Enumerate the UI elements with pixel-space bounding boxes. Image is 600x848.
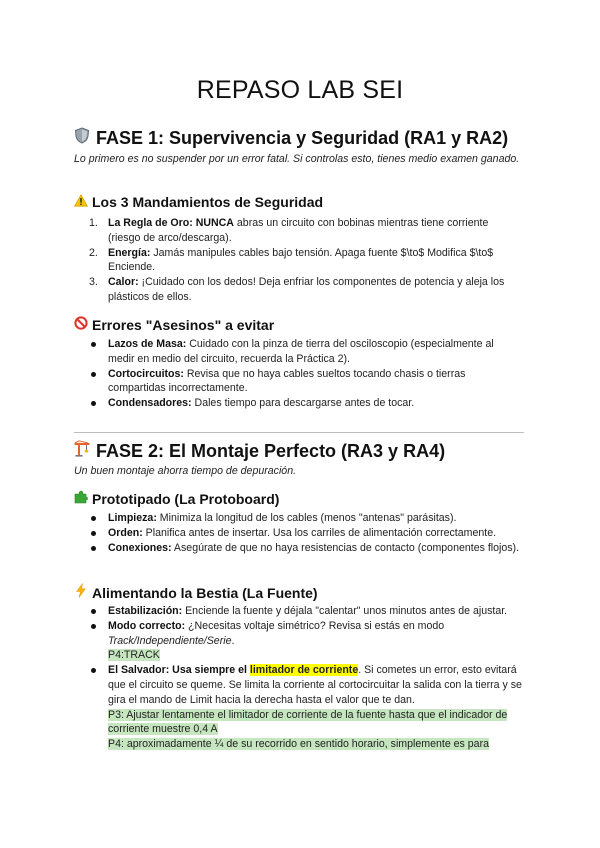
bullet xyxy=(91,531,96,536)
item-text: ¡Cuidado con los dedos! Deja enfriar los componentes de potencia y aleja los plásticos de ellos. xyxy=(108,276,505,303)
item-text: Asegúrate de que no haya resistencias de contacto (componentes flojos). xyxy=(171,541,520,554)
item-label: Modo correcto: xyxy=(108,619,186,632)
list-item xyxy=(74,275,522,305)
bullet xyxy=(91,668,96,673)
list-item xyxy=(74,526,522,541)
item-text: . Si cometes un error, esto evitará que el circuito se queme. Se limita la corriente al cortocircuitar la salida con la tierra y se gira el mando de Limit hacia la derecha hasta el valor que te dan. xyxy=(108,664,522,706)
item-label: Energía: xyxy=(108,246,151,259)
item-text: Cuidado con la pinza de tierra del osciloscopio (especialmente al medir en medio del circuito, recuerda la Práctica 2). xyxy=(108,338,494,365)
item-label: Limpieza: xyxy=(108,512,157,524)
green-note: P4:TRACK xyxy=(108,649,160,662)
item-label: Lazos de Masa: xyxy=(108,338,187,350)
item-text: ¿Necesitas voltaje simétrico? Revisa si estás en modo xyxy=(185,619,445,632)
item-label: Orden: xyxy=(108,526,143,539)
commandments-heading-text: Los 3 Mandamientos de Seguridad xyxy=(92,194,324,210)
protoboard-heading-text: Prototipado (La Protoboard) xyxy=(92,491,280,507)
item-text: . xyxy=(231,634,235,647)
bullet xyxy=(91,516,96,521)
commandments-heading xyxy=(74,194,323,210)
item-text: Enciende la fuente y déjala "calentar" unos minutos antes de ajustar. xyxy=(182,605,508,617)
green-note: P3: Ajustar lentamente el limitador de corriente de la fuente hasta que el indicador de corriente muestre 0,4 A xyxy=(108,708,508,736)
item-text: Revisa que no haya cables sueltos tocando chasis o tierras compartidas incorrectamente. xyxy=(108,367,466,395)
item-italic-text: Track/Independiente/Serie xyxy=(108,634,232,647)
shield-icon xyxy=(74,127,90,149)
phase1-heading xyxy=(74,127,508,149)
section-divider xyxy=(74,432,524,433)
prohibited-icon xyxy=(74,316,88,333)
item-label: La Regla de Oro: NUNCA xyxy=(108,217,234,229)
list-item xyxy=(74,216,522,246)
bullet xyxy=(91,609,96,614)
list-item xyxy=(74,604,522,619)
item-label: Condensadores: xyxy=(108,397,192,410)
list-item xyxy=(74,246,522,276)
lightning-icon xyxy=(74,583,88,601)
phase2-heading-text: FASE 2: El Montaje Perfecto (RA3 y RA4) xyxy=(96,441,446,461)
document-title: REPASO LAB SEI xyxy=(196,76,404,104)
green-note: P4: aproximadamente ¼ de su recorrido en sentido horario, simplemente es para xyxy=(108,738,489,751)
bullet xyxy=(91,372,96,377)
supply-heading xyxy=(74,583,318,601)
item-text: Jamás manipules cables bajo tensión. Apaga fuente $\to$ Modifica $\to$ Enciende. xyxy=(108,246,494,274)
phase2-heading xyxy=(74,440,445,462)
list-item xyxy=(74,367,522,397)
item-text: Minimiza la longitud de los cables (menos "antenas" parásitas). xyxy=(156,512,457,524)
item-text: Planifica antes de insertar. Usa los carriles de alimentación correctamente. xyxy=(142,526,497,539)
errors-heading xyxy=(74,316,274,333)
construction-crane-icon xyxy=(74,440,90,462)
list-number: 1. xyxy=(89,217,98,229)
bullet xyxy=(91,401,96,406)
commandments-list xyxy=(74,216,522,305)
list-item xyxy=(74,663,522,752)
puzzle-piece-icon xyxy=(74,490,88,507)
protoboard-heading xyxy=(74,490,279,507)
item-label: El Salvador: Usa siempre el xyxy=(108,664,250,677)
list-number: 2. xyxy=(89,246,98,259)
bullet xyxy=(91,546,96,551)
item-label: Calor: xyxy=(108,276,139,289)
list-item xyxy=(74,511,522,526)
item-label: Estabilización: xyxy=(108,605,183,617)
item-text: Dales tiempo para descargarse antes de tocar. xyxy=(191,397,415,410)
errors-list xyxy=(74,337,522,411)
warning-icon xyxy=(74,194,88,210)
supply-list xyxy=(74,604,522,752)
list-item xyxy=(74,396,522,411)
errors-heading-text: Errores "Asesinos" a evitar xyxy=(92,317,275,333)
highlighted-term: limitador de corriente xyxy=(249,664,359,677)
list-item xyxy=(74,541,522,556)
bullet xyxy=(91,342,96,347)
phase2-intro: Un buen montaje ahorra tiempo de depuración. xyxy=(74,465,297,477)
phase1-intro: Lo primero es no suspender por un error fatal. Si controlas esto, tienes medio examen ganado. xyxy=(74,153,520,165)
item-label: Conexiones: xyxy=(108,541,172,554)
item-label: Cortocircuitos: xyxy=(108,367,184,380)
supply-heading-text: Alimentando la Bestia (La Fuente) xyxy=(92,585,318,601)
list-number: 3. xyxy=(89,276,98,289)
phase1-heading-text: FASE 1: Supervivencia y Seguridad (RA1 y RA2) xyxy=(96,128,509,148)
list-item xyxy=(74,619,522,663)
item-text: abras un circuito con bobinas mientras tiene corriente (riesgo de arco/descarga). xyxy=(108,217,489,244)
protoboard-list xyxy=(74,511,522,555)
bullet xyxy=(91,624,96,629)
list-item xyxy=(74,337,522,367)
